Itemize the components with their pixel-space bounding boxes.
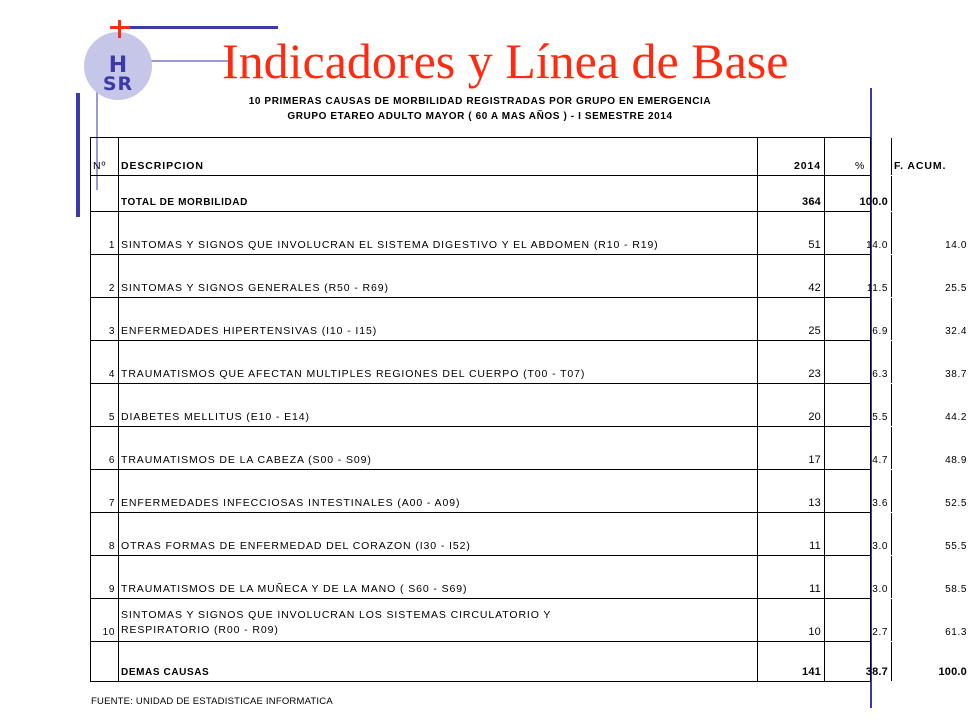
table-row	[91, 255, 967, 298]
row-cumulative: 48.9	[945, 455, 967, 466]
row-cumulative: 55.5	[945, 541, 967, 552]
row-value: 10	[808, 626, 821, 638]
row-value: 17	[808, 454, 821, 466]
row-percent: 3.0	[872, 584, 888, 595]
row-percent: 3.0	[872, 541, 888, 552]
decor-bar-left-thick	[76, 93, 80, 217]
row-cumulative: 44.2	[945, 412, 967, 423]
others-percent: 38.7	[865, 666, 888, 678]
row-value: 42	[808, 282, 821, 294]
row-value: 51	[808, 239, 821, 251]
table-row	[91, 212, 967, 255]
row-value: 13	[808, 497, 821, 509]
others-label: DEMAS CAUSAS	[121, 667, 210, 678]
row-cumulative: 32.4	[945, 326, 967, 337]
row-number: 6	[108, 455, 115, 466]
table-subtitle-line2: GRUPO ETAREO ADULTO MAYOR ( 60 A MAS AÑOS ) - I SEMESTRE 2014	[287, 111, 673, 122]
row-percent: 2.7	[872, 627, 888, 638]
row-percent: 6.3	[872, 369, 888, 380]
row-cumulative: 61.3	[945, 627, 967, 638]
row-description-line2: RESPIRATORIO (R00 - R09)	[121, 624, 279, 636]
row-value: 11	[809, 540, 821, 552]
row-description	[121, 608, 551, 638]
row-number: 2	[108, 283, 115, 294]
row-percent: 6.9	[872, 326, 888, 337]
row-value: 11	[809, 583, 821, 595]
row-description: SINTOMAS Y SIGNOS GENERALES (R50 - R69)	[121, 282, 389, 294]
total-label: TOTAL DE MORBILIDAD	[121, 197, 248, 208]
others-value: 141	[802, 666, 821, 678]
row-cumulative: 38.7	[945, 369, 967, 380]
row-percent: 11.5	[866, 283, 888, 294]
table-row-others	[91, 642, 967, 681]
slide-title: Indicadores y Línea de Base	[222, 33, 789, 89]
svg-text:SR: SR	[102, 73, 134, 95]
row-cumulative: 14.0	[945, 240, 967, 251]
row-description: OTRAS FORMAS DE ENFERMEDAD DEL CORAZON (I30 - I52)	[121, 540, 471, 552]
table-row	[91, 341, 967, 384]
row-value: 25	[808, 325, 821, 337]
source-footer: FUENTE: UNIDAD DE ESTADISTICAE INFORMATICA	[91, 696, 333, 707]
table-row-total	[91, 176, 888, 212]
row-percent: 14.0	[866, 240, 888, 251]
row-cumulative: 25.5	[945, 283, 967, 294]
table-row	[91, 513, 967, 556]
row-cumulative: 58.5	[945, 584, 967, 595]
row-value: 23	[808, 368, 821, 380]
row-description: TRAUMATISMOS DE LA CABEZA (S00 - S09)	[121, 454, 372, 466]
logo-graphic	[80, 20, 160, 100]
table-row	[91, 556, 967, 599]
total-value: 364	[802, 196, 821, 208]
row-number: 8	[108, 541, 115, 552]
row-number: 4	[108, 369, 115, 380]
row-description: SINTOMAS Y SIGNOS QUE INVOLUCRAN EL SISTEMA DIGESTIVO Y EL ABDOMEN (R10 - R19)	[121, 239, 659, 251]
row-number: 3	[108, 326, 115, 337]
row-description: TRAUMATISMOS DE LA MUÑECA Y DE LA MANO ( S60 - S69)	[121, 583, 468, 595]
row-description-line1: SINTOMAS Y SIGNOS QUE INVOLUCRAN LOS SISTEMAS CIRCULATORIO Y	[121, 609, 552, 621]
header-percent: %	[855, 160, 866, 172]
row-description: DIABETES MELLITUS (E10 - E14)	[121, 411, 310, 423]
row-number: 10	[102, 627, 115, 638]
header-description: DESCRIPCION	[121, 160, 204, 172]
row-percent: 5.5	[872, 412, 888, 423]
row-description: ENFERMEDADES INFECCIOSAS INTESTINALES (A00 - A09)	[121, 497, 461, 509]
row-description: TRAUMATISMOS QUE AFECTAN MULTIPLES REGIONES DEL CUERPO (T00 - T07)	[121, 368, 586, 380]
row-value: 20	[808, 411, 821, 423]
others-cumulative: 100.0	[938, 666, 967, 678]
header-n: Nº	[93, 160, 107, 172]
table-row	[91, 599, 967, 642]
row-description: ENFERMEDADES HIPERTENSIVAS (I10 - I15)	[121, 325, 378, 337]
table-row	[91, 384, 967, 427]
table-row	[91, 298, 967, 341]
table-row	[91, 470, 967, 513]
row-number: 1	[108, 240, 115, 251]
header-cumulative: F. ACUM.	[894, 160, 947, 172]
hospital-logo	[80, 20, 160, 100]
total-percent: 100.0	[859, 196, 888, 208]
table-row	[91, 427, 967, 470]
row-percent: 4.7	[872, 455, 888, 466]
morbidity-table	[90, 137, 967, 682]
row-number: 5	[108, 412, 115, 423]
row-percent: 3.6	[872, 498, 888, 509]
row-cumulative: 52.5	[945, 498, 967, 509]
header-year: 2014	[794, 160, 821, 172]
svg-text:H: H	[108, 53, 128, 78]
table-header-row	[91, 138, 947, 176]
table-subtitle-line1: 10 PRIMERAS CAUSAS DE MORBILIDAD REGISTRADAS POR GRUPO EN EMERGENCIA	[248, 96, 712, 107]
row-number: 7	[108, 498, 115, 509]
row-number: 9	[108, 584, 115, 595]
